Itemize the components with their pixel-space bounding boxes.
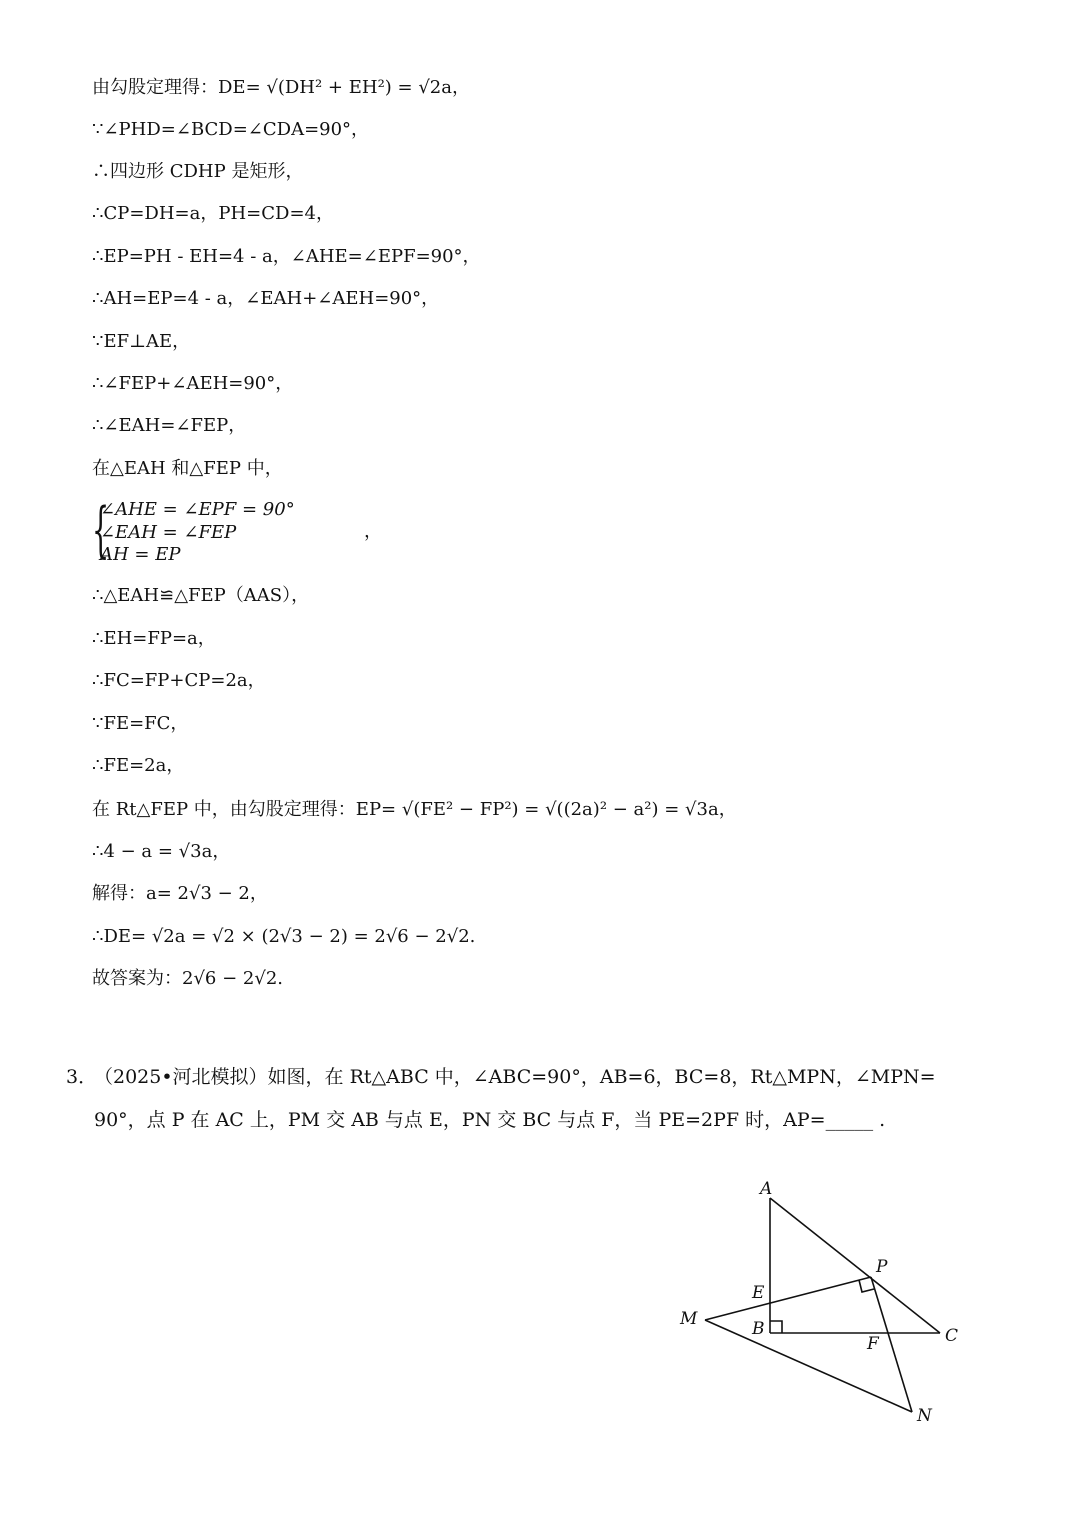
system-row: ∠AHE = ∠EPF = 90°	[100, 499, 295, 520]
solution-line: ∴AH=EP=4 - a，∠EAH+∠AEH=90°，	[92, 288, 440, 309]
segment-ac	[770, 1198, 940, 1333]
solution-line: ∴EP=PH - EH=4 - a，∠AHE=∠EPF=90°，	[92, 246, 481, 267]
system-row: AH = EP	[100, 544, 181, 565]
solution-line: 故答案为：2√6 − 2√2.	[92, 968, 283, 989]
solution-line: ∴四边形 CDHP 是矩形，	[92, 161, 304, 182]
solution-line: ∴EH=FP=a，	[92, 628, 216, 649]
solution-line: ∴△EAH≌△FEP（AAS），	[92, 585, 310, 606]
system-tail: ，	[364, 521, 382, 542]
right-angle-mark-b	[770, 1321, 782, 1333]
problem-number: 3．	[66, 1066, 98, 1088]
solution-line: 由勾股定理得：DE= √(DH² + EH²) = √2a，	[92, 77, 470, 98]
solution-line: ∴FE=2a，	[92, 755, 185, 776]
label-n: N	[917, 1406, 932, 1426]
label-a: A	[760, 1179, 773, 1199]
solution-line: ∵EF⊥AE，	[92, 331, 191, 352]
solution-line: ∴DE= √2a = √2 × (2√3 − 2) = 2√6 − 2√2.	[92, 926, 476, 947]
label-e: E	[752, 1283, 765, 1303]
solution-line: ∵FE=FC，	[92, 713, 189, 734]
label-m: M	[680, 1309, 698, 1329]
solution-line: ∴4 − a = √3a，	[92, 841, 231, 862]
solution-line: 解得：a= 2√3 − 2，	[92, 883, 268, 904]
solution-line: ∴CP=DH=a，PH=CD=4，	[92, 203, 334, 224]
label-f: F	[867, 1334, 879, 1354]
solution-line: ∴∠FEP+∠AEH=90°，	[92, 373, 294, 394]
solution-line: ∴∠EAH=∠FEP，	[92, 415, 247, 436]
segment-mn	[705, 1320, 912, 1412]
label-b: B	[752, 1319, 765, 1339]
problem-text-line-1: （2025•河北模拟）如图，在 Rt△ABC 中，∠ABC=90°，AB=6，BC=8，Rt△MPN，∠MPN=	[94, 1066, 936, 1088]
segment-mp	[705, 1277, 871, 1320]
label-c: C	[945, 1326, 959, 1346]
label-p: P	[876, 1257, 888, 1277]
solution-line: ∴FC=FP+CP=2a，	[92, 670, 266, 691]
left-brace: {	[92, 495, 110, 565]
system-row: ∠EAH = ∠FEP	[100, 522, 237, 543]
solution-line: ∵∠PHD=∠BCD=∠CDA=90°，	[92, 119, 370, 140]
problem-text-line-2: 90°，点 P 在 AC 上，PM 交 AB 与点 E，PN 交 BC 与点 F，当 PE=2PF 时，AP=_____ .	[94, 1109, 886, 1131]
solution-line: 在 Rt△FEP 中，由勾股定理得：EP= √(FE² − FP²) = √((2a)² − a²) = √3a，	[92, 799, 737, 820]
solution-line: 在△EAH 和△FEP 中，	[92, 458, 283, 479]
